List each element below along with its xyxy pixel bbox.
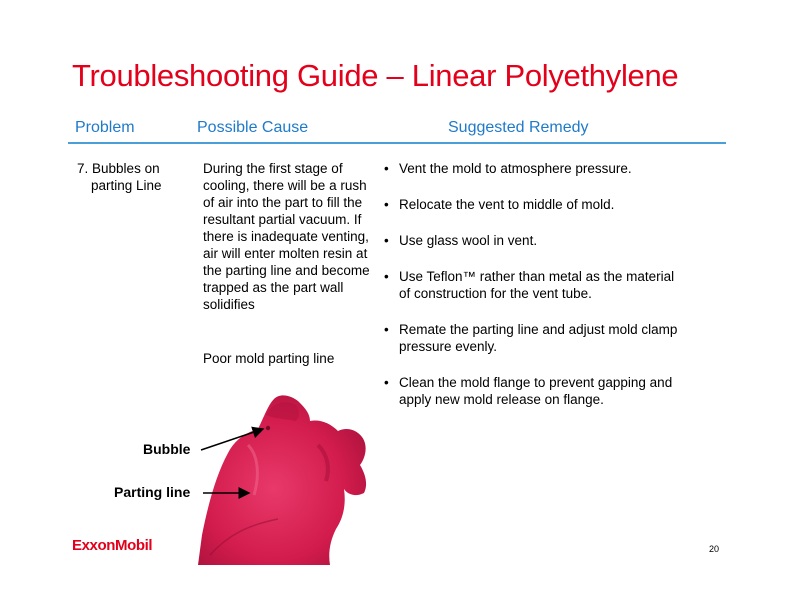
remedy-text: Vent the mold to atmosphere pressure.	[399, 161, 632, 176]
remedy-list	[384, 160, 684, 408]
remedy-item	[384, 160, 684, 177]
parting-line-label: Parting line	[114, 484, 191, 500]
remedy-item	[384, 374, 684, 408]
header-divider	[68, 142, 726, 144]
bubble-mark	[266, 426, 270, 430]
remedy-item	[384, 196, 684, 213]
remedy-text: Use glass wool in vent.	[399, 233, 538, 248]
column-header-suggested-remedy: Suggested Remedy	[448, 119, 589, 136]
remedy-text: Clean the mold flange to prevent gapping and apply new mold release on flange.	[399, 375, 673, 407]
bullet: •	[384, 375, 389, 390]
bullet: •	[384, 269, 389, 284]
problem-text-1: Bubbles on	[92, 161, 160, 176]
remedy-item	[384, 232, 684, 249]
column-header-problem: Problem	[75, 119, 135, 136]
cause-poor-parting-line: Poor mold parting line	[203, 351, 335, 366]
problem-text-2: parting Line	[91, 178, 162, 193]
remedy-item	[384, 321, 684, 355]
bullet: •	[384, 233, 389, 248]
problem-number: 7.	[77, 161, 89, 176]
bullet: •	[384, 322, 389, 337]
slide-title: Troubleshooting Guide – Linear Polyethylene	[72, 58, 679, 93]
molded-part	[198, 395, 366, 565]
exxonmobil-logo: ExxonMobil	[72, 537, 153, 554]
column-header-possible-cause: Possible Cause	[197, 119, 309, 136]
remedy-text: Use Teflon™ rather than metal as the material of construction for the vent tube.	[399, 269, 675, 301]
remedy-item	[384, 268, 684, 302]
cause-paragraph: During the first stage of cooling, there will be a rush of air into the part to fill the resultant partial vacuum. If there is inadequate venting, air will enter molten resin at the parting line and become trapped as the part wall solidifies	[203, 161, 370, 312]
page-number: 20	[709, 544, 720, 554]
bullet: •	[384, 161, 389, 176]
remedy-text: Remate the parting line and adjust mold clamp pressure evenly.	[399, 322, 678, 354]
molded-part-photo	[188, 385, 398, 565]
remedy-text: Relocate the vent to middle of mold.	[399, 197, 615, 212]
bubble-label: Bubble	[143, 441, 191, 457]
problem-line-1	[77, 160, 187, 177]
bullet: •	[384, 197, 389, 212]
problem-cell	[77, 160, 187, 194]
